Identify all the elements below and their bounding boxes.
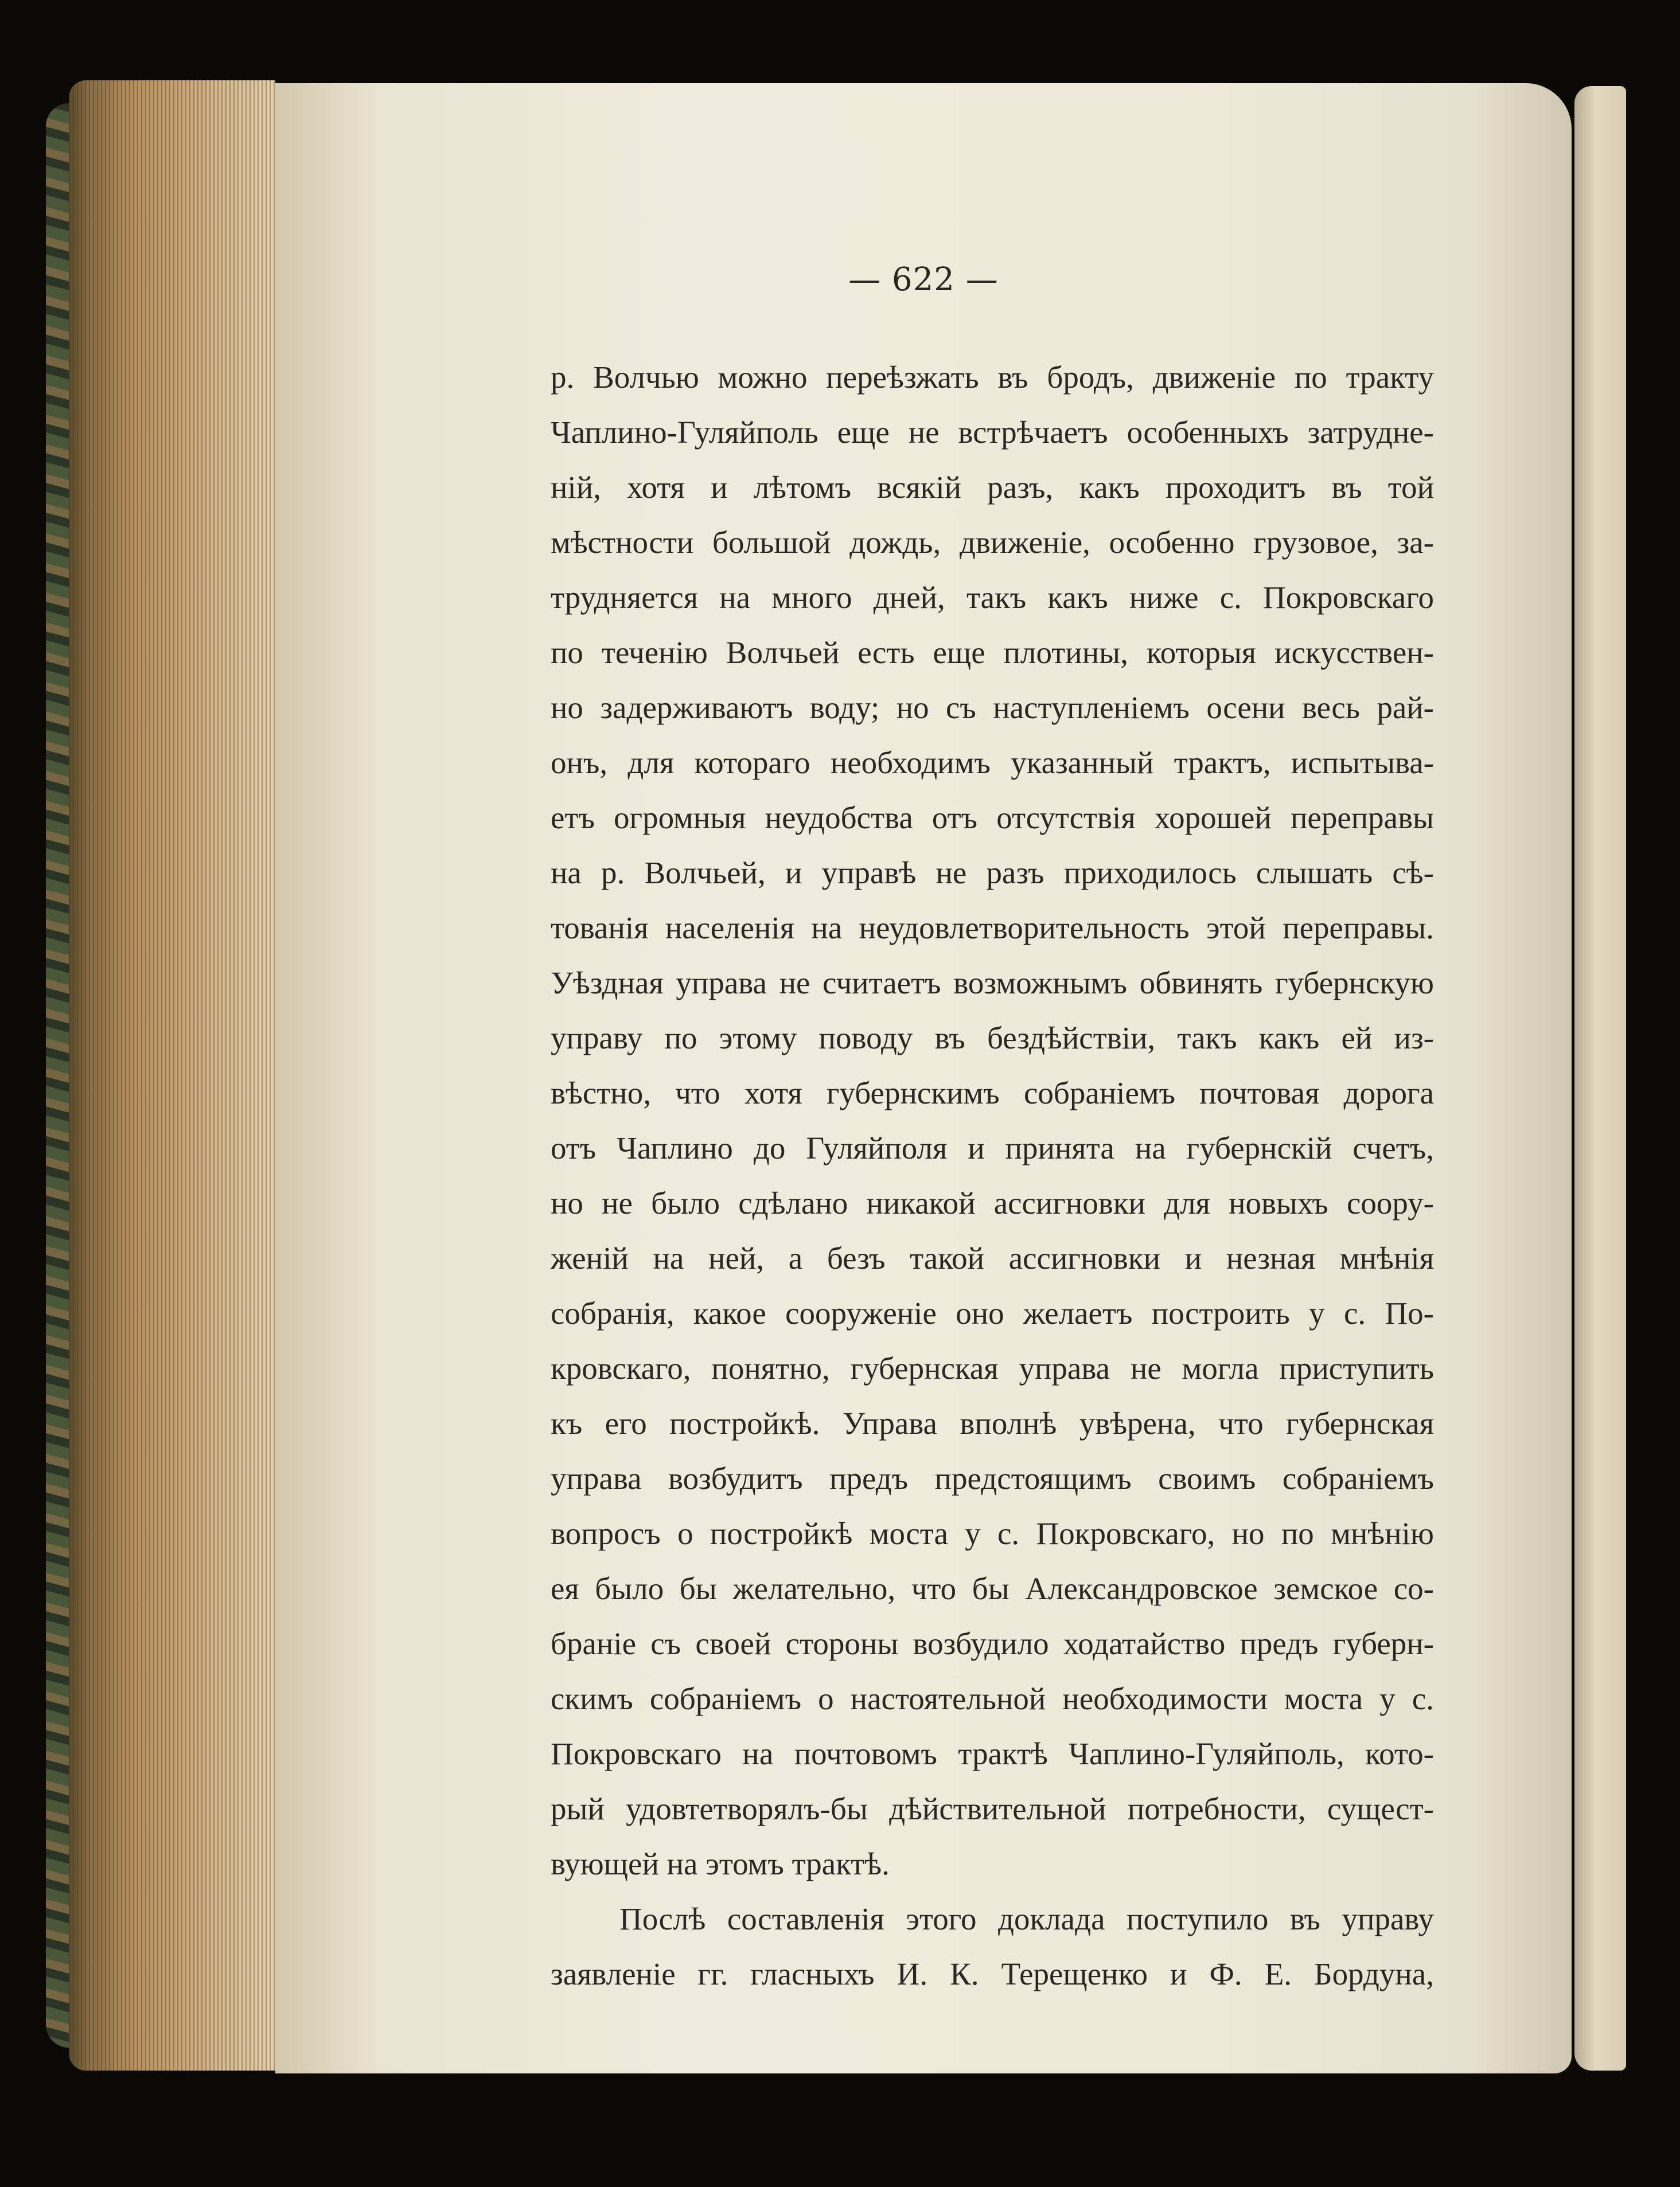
page-text	[551, 350, 1434, 2002]
text-line: Покровскаго на почтовомъ трактѣ Чаплино-Гуляйполь, кото-	[551, 1736, 1434, 1771]
text-line: рый удовтетворялъ-бы дѣйствительной потребности, сущест-	[551, 1791, 1434, 1826]
text-line: къ его постройкѣ. Управа вполнѣ увѣрена, что губернская	[551, 1406, 1434, 1441]
text-line: заявленiе гг. гласныхъ И. К. Терещенко и Ф. Е. Бордуна,	[551, 1956, 1434, 1991]
text-line: трудняется на много дней, такъ какъ ниже с. Покровскаго	[551, 580, 1434, 615]
text-line: но задерживаютъ воду; но съ наступленiемъ осени весь рай-	[551, 690, 1434, 725]
text-line: вопросъ о постройкѣ моста у с. Покровскаго, но по мнѣнiю	[551, 1516, 1434, 1551]
text-line: етъ огромныя неудобства отъ отсутствiя хорошей переправы	[551, 800, 1434, 835]
text-line: онъ, для котораго необходимъ указанный трактъ, испытыва-	[551, 745, 1434, 780]
text-line: Чаплино-Гуляйполь еще не встрѣчаетъ особенныхъ затрудне-	[551, 415, 1434, 450]
text-line: кровскаго, понятно, губернская управа не могла приступить	[551, 1351, 1434, 1386]
text-line: бранiе съ своей стороны возбудило ходатайство предъ губерн-	[551, 1626, 1434, 1661]
text-line: вѣстно, что хотя губернскимъ собранiемъ почтовая дорога	[551, 1075, 1434, 1110]
text-line: вующей на этомъ трактѣ.	[551, 1846, 890, 1881]
text-line: управу по этому поводу въ бездѣйствiи, такъ какъ ей из-	[551, 1020, 1434, 1055]
text-line: отъ Чаплино до Гуляйполя и принята на губернскiй счетъ,	[551, 1130, 1434, 1165]
text-line: по теченiю Волчьей есть еще плотины, которыя искусствен-	[551, 635, 1434, 670]
text-line: нiй, хотя и лѣтомъ всякiй разъ, какъ проходитъ въ той	[551, 470, 1434, 505]
page-block-edge	[69, 80, 275, 2071]
text-line: р. Волчью можно переѣзжать въ бродъ, движенiе по тракту	[551, 360, 1434, 395]
text-line: Уѣздная управа не считаетъ возможнымъ обвинять губернскую	[551, 965, 1434, 1000]
text-line: собранiя, какое сооруженiе оно желаетъ построить у с. По-	[551, 1296, 1434, 1331]
text-line: тованiя населенiя на неудовлетворительность этой переправы.	[551, 910, 1434, 945]
page-number: — 622 —	[848, 261, 999, 298]
text-line: женiй на ней, а безъ такой ассигновки и незная мнѣнiя	[551, 1241, 1434, 1276]
facing-page-edge	[1574, 86, 1626, 2071]
text-line: управа возбудитъ предъ предстоящимъ своимъ собранiемъ	[551, 1461, 1434, 1496]
text-line: скимъ собранiемъ о настоятельной необходимости моста у с.	[551, 1681, 1434, 1716]
text-line: но не было сдѣлано никакой ассигновки для новыхъ соору-	[551, 1186, 1434, 1221]
text-line: на р. Волчьей, и управѣ не разъ приходилось слышать сѣ-	[551, 855, 1434, 890]
text-line: Послѣ составленiя этого доклада поступило въ управу	[619, 1901, 1434, 1936]
text-line: мѣстности большой дождь, движенiе, особенно грузовое, за-	[551, 525, 1434, 560]
text-line: ея было бы желательно, что бы Александровское земское со-	[551, 1571, 1434, 1606]
